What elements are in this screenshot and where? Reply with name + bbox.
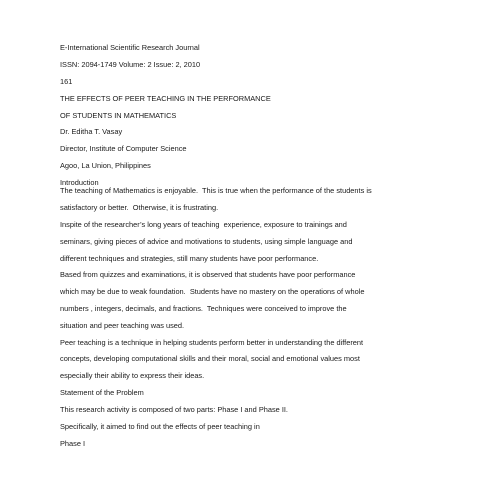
author-affiliation: Director, Institute of Computer Science: [60, 144, 187, 153]
intro-paragraph-3-line-4: situation and peer teaching was used.: [60, 321, 185, 330]
problem-paragraph-line-1: This research activity is composed of two parts: Phase I and Phase II.: [60, 405, 288, 414]
article-title-line-2: OF STUDENTS IN MATHEMATICS: [60, 111, 177, 120]
intro-paragraph-4-line-2: concepts, developing computational skills and their moral, social and emotional values most: [60, 354, 360, 363]
introduction-heading: Introduction: [60, 178, 99, 187]
intro-paragraph-4-line-1: Peer teaching is a technique in helping students perform better in understanding the different: [60, 338, 364, 347]
article-title-line-1: THE EFFECTS OF PEER TEACHING IN THE PERFORMANCE: [60, 94, 271, 103]
intro-paragraph-3-line-3: numbers , integers, decimals, and fractions. Techniques were conceived to improve the: [60, 304, 347, 313]
intro-paragraph-3-line-2: which may be due to weak foundation. Students have no mastery on the operations of whole: [60, 287, 365, 296]
problem-paragraph-line-2: Specifically, it aimed to find out the effects of peer teaching in: [60, 422, 260, 431]
author-location: Agoo, La Union, Philippines: [60, 161, 151, 170]
intro-paragraph-2-line-3: different techniques and strategies, still many students have poor performance.: [60, 254, 319, 263]
phase-label: Phase I: [60, 439, 86, 448]
author-name: Dr. Editha T. Vasay: [60, 127, 123, 136]
issn-line: ISSN: 2094-1749 Volume: 2 Issue: 2, 2010: [60, 60, 201, 69]
intro-paragraph-1-line-1: The teaching of Mathematics is enjoyable. This is true when the performance of the students is: [60, 186, 372, 195]
intro-paragraph-2-line-1: Inspite of the researcher’s long years of teaching experience, exposure to trainings and: [60, 220, 347, 229]
intro-paragraph-3-line-1: Based from quizzes and examinations, it is observed that students have poor performance: [60, 270, 356, 279]
intro-paragraph-1-line-2: satisfactory or better. Otherwise, it is frustrating.: [60, 203, 219, 212]
intro-paragraph-4-line-3: especially their ability to express their ideas.: [60, 371, 205, 380]
intro-paragraph-2-line-2: seminars, giving pieces of advice and motivations to students, using simple language and: [60, 237, 353, 246]
page-number: 161: [60, 77, 73, 86]
journal-name: E-International Scientific Research Journal: [60, 43, 200, 52]
problem-heading: Statement of the Problem: [60, 388, 144, 397]
